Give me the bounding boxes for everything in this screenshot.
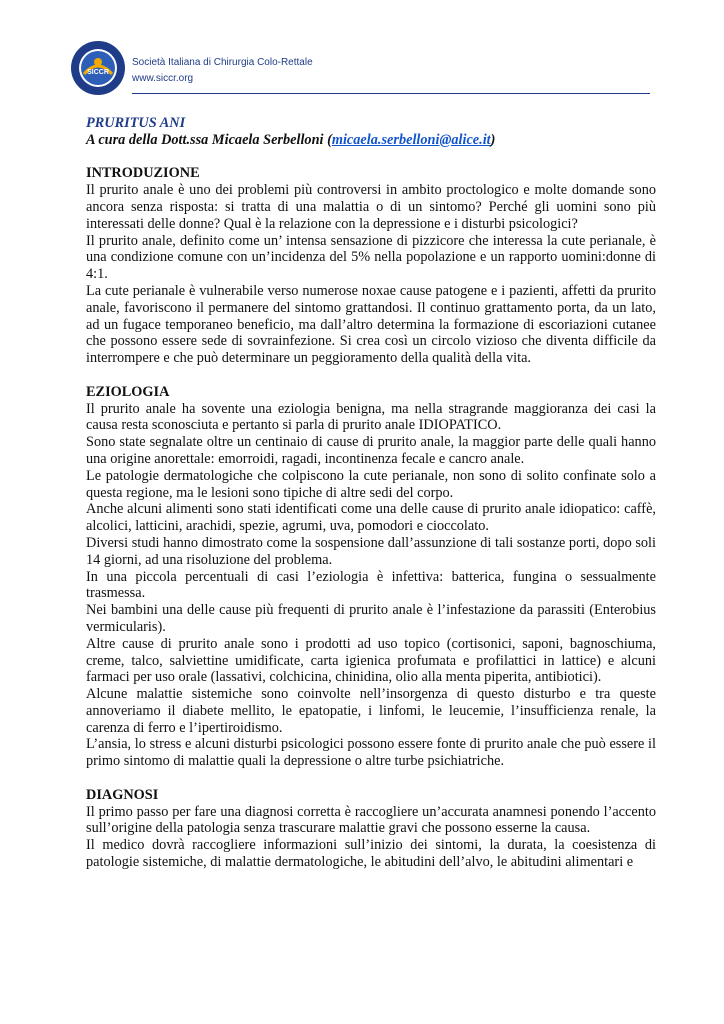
author-suffix: ): [490, 131, 496, 148]
logo-text: SICCR: [87, 69, 109, 76]
document-title: PRURITUS ANI: [86, 115, 186, 131]
paragraph: Le patologie dermatologiche che colpiscono la cute perianale, non sono di solito confinate solo a questa regione, ma le lesioni sono tipiche di altre sedi del corpo.: [86, 467, 656, 501]
paragraph: Il medico dovrà raccogliere informazioni sull’inizio dei sintomi, la durata, la coesistenza di patologie sistemiche, di malattie dermatologiche, le abitudini dell’alvo, le abitudini alimentari e: [86, 837, 656, 871]
paragraph: Nei bambini una delle cause più frequenti di prurito anale è l’infestazione da parassiti (Enterobius vermicularis).: [86, 602, 656, 635]
section-diagnosi: [86, 787, 656, 871]
paragraph: Anche alcuni alimenti sono stati identificati come una delle cause di prurito anale idiopatico: caffè, alcolici, latticini, arachidi, spezie, agrumi, uva, pomodori e cioccolato.: [86, 501, 656, 535]
letterhead: [70, 40, 650, 100]
section-heading: INTRODUZIONE: [86, 165, 200, 182]
paragraph: Sono state segnalate oltre un centinaio di cause di prurito anale, la maggior parte delle quali hanno una origine anorettale: emorroidi, ragadi, incontinenza fecale e cancro anale.: [86, 434, 656, 467]
paragraph: L’ansia, lo stress e alcuni disturbi psicologici possono essere fonte di prurito anale che può essere il primo sintomo di malattie quali la depressione o altre turbe psichiatriche.: [86, 736, 656, 770]
website-link[interactable]: www.siccr.org: [132, 73, 194, 84]
org-name: Società Italiana di Chirurgia Colo-Rettale: [132, 57, 313, 68]
paragraph: La cute perianale è vulnerabile verso numerose noxae cause patogene e i pazienti, affetti da prurito anale, favoriscono il permanere del sintomo grattandosi. Il continuo grattamento porta, da un lato, ad un fugace temporaneo beneficio, ma dall’altro determina la formazione di escoriazioni cutanee che possono essere sede di sovrainfezione. Si crea così un circolo vizioso che diventa difficile da interrompere e che può determinare un peggioramento della qualità della vita.: [86, 282, 656, 367]
section-heading: EZIOLOGIA: [86, 383, 170, 400]
paragraph: In una piccola percentuali di casi l’eziologia è infettiva: batterica, fungina o sessualmente trasmessa.: [86, 568, 656, 602]
paragraph: Alcune malattie sistemiche sono coinvolte nell’insorgenza di questo disturbo e tra queste annoveriamo il diabete mellito, le epatopatie, i linfomi, le leucemie, l’insufficienza renale, la carenza di ferro e l’ipertiroidismo.: [86, 686, 656, 736]
paragraph: Altre cause di prurito anale sono i prodotti ad uso topico (cortisonici, saponi, bagnoschiuma, creme, talco, salviettine umidificate, carta igienica profumata e profilattici in lattice) e alcuni farmaci per uso orale (lassativi, colchicina, chinidina, olio alla menta piperita, antibiotici).: [86, 635, 656, 686]
siccr-logo-icon: [70, 40, 126, 96]
section-eziologia: [86, 384, 656, 770]
paragraph: Il prurito anale è uno dei problemi più controversi in ambito proctologico e molte domande sono ancora senza risposta: si tratta di una malattia o di un sintomo? Perché gli uomini sono più interessati delle donne? Qual è la relazione con la depressione e i disturbi psicologici?: [86, 182, 656, 232]
paragraph: Diversi studi hanno dimostrato come la sospensione dall’assunzione di tali sostanze porti, dopo soli 14 giorni, ad una risoluzione del problema.: [86, 534, 656, 568]
paragraph: Il prurito anale, definito come un’ intensa sensazione di pizzicore che interessa la cute perianale, è una condizione comune con un’incidenza del 5% nella popolazione e un rapporto uomini:donne di 4:1.: [86, 232, 656, 283]
document-body: [86, 115, 656, 871]
author-line: [86, 132, 656, 149]
paragraph: Il prurito anale ha sovente una eziologia benigna, ma nella stragrande maggioranza dei casi la causa resta sconosciuta e pertanto si parla di prurito anale IDIOPATICO.: [86, 400, 656, 434]
author-email-link[interactable]: micaela.serbelloni@alice.it: [331, 131, 491, 148]
section-heading: DIAGNOSI: [86, 786, 159, 803]
header-divider: [132, 93, 650, 94]
author-prefix: A cura della Dott.ssa Micaela Serbelloni (: [86, 131, 332, 148]
paragraph: Il primo passo per fare una diagnosi corretta è raccogliere un’accurata anamnesi ponendo l’accento sull’origine della patologia senza trascurare malattie gravi che possono esserne la causa.: [86, 803, 656, 837]
org-info: [132, 55, 313, 87]
section-introduzione: [86, 165, 656, 367]
